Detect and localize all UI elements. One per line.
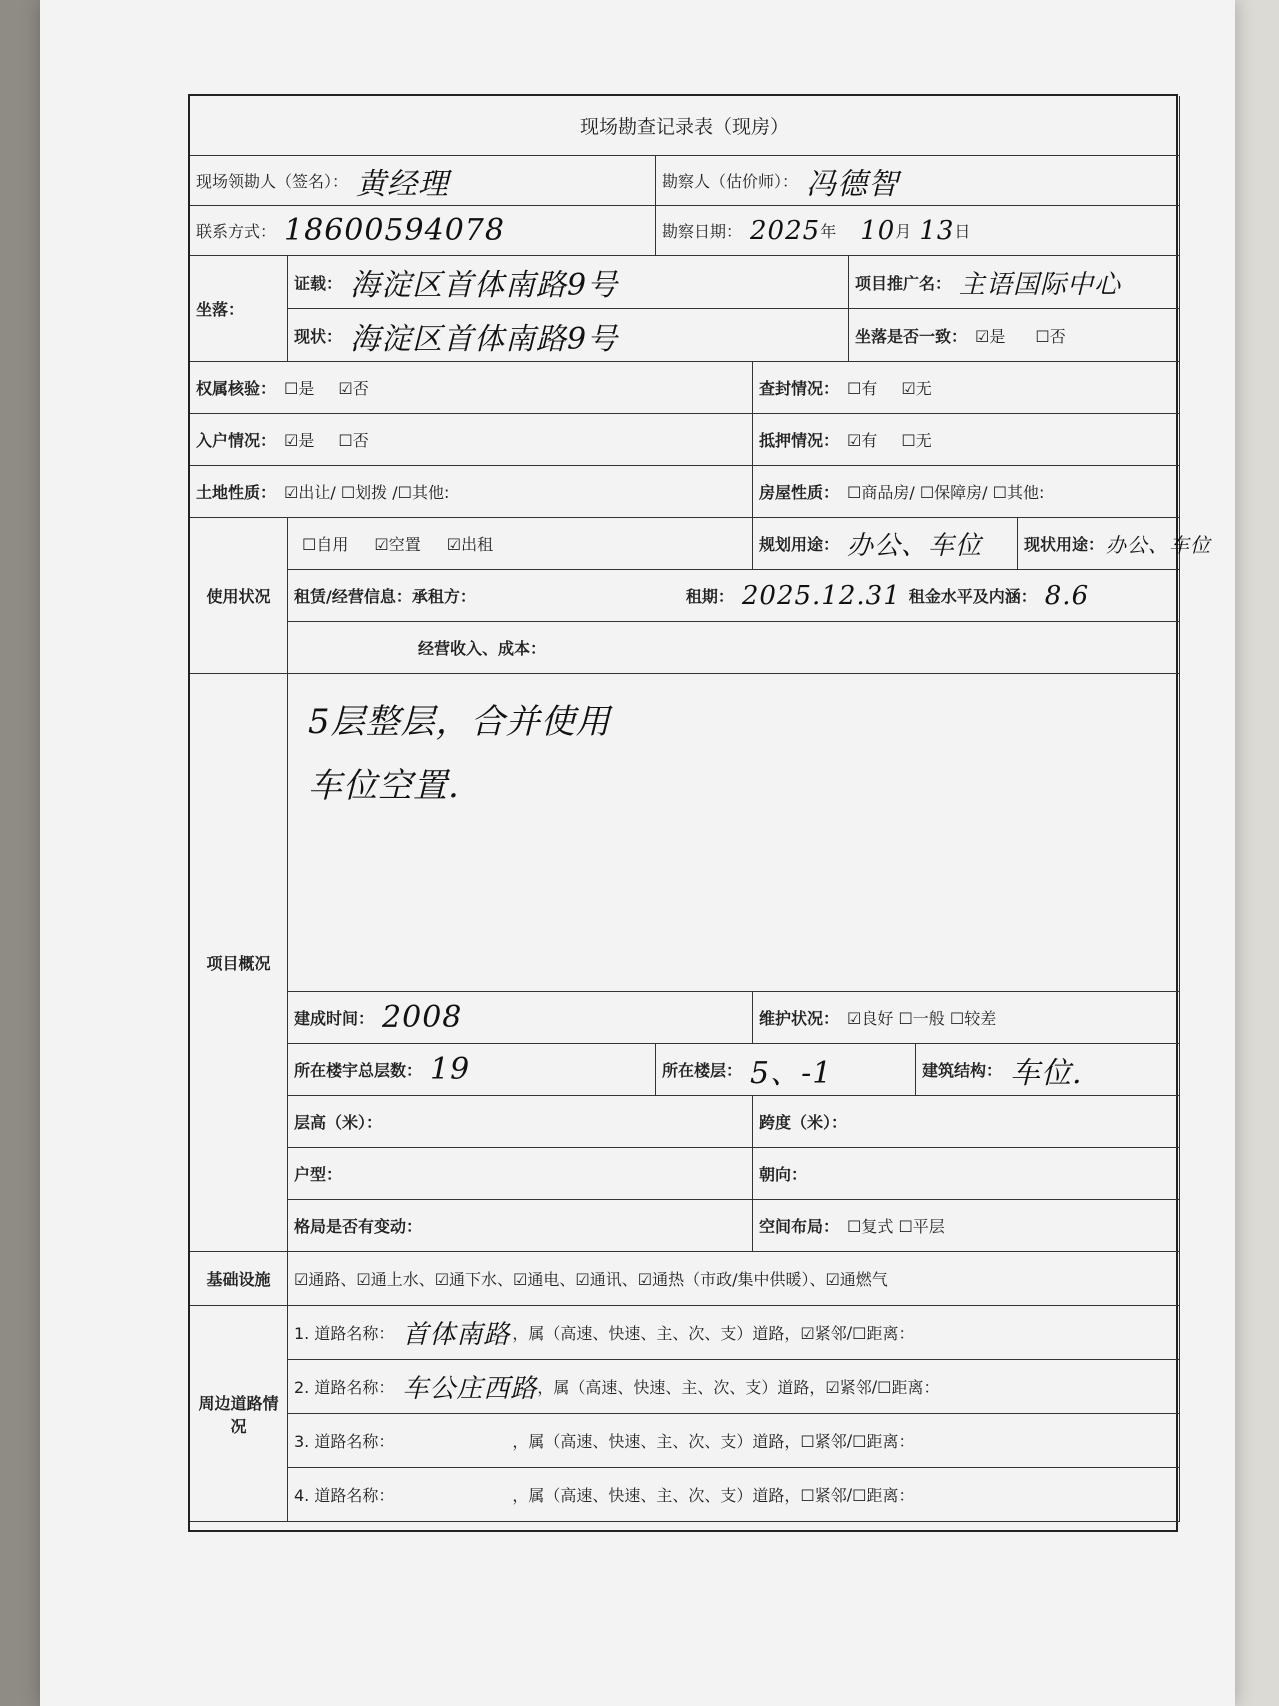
lease-info-cell — [288, 570, 1180, 622]
floor-value: 5、-1 — [750, 1055, 833, 1091]
planned-use-cell — [753, 518, 1018, 570]
consistency-cell — [849, 309, 1180, 362]
floors-value: 19 — [430, 1052, 471, 1087]
type-label: 户型： — [294, 1165, 343, 1184]
survey-form-sheet — [40, 0, 1235, 1706]
entry-label: 入户情况： — [196, 431, 277, 450]
house-options[interactable]: ☐商品房/ ☐保障房/ ☐其他: — [847, 483, 1045, 502]
project-notes — [288, 674, 1180, 992]
floor-cell — [656, 1044, 916, 1096]
road-3-distance-checkbox[interactable]: ☐距离： — [852, 1432, 915, 1451]
road-1-type: ，属（高速、快速、主、次、支）道路， — [512, 1324, 801, 1343]
built-year-cell — [288, 992, 753, 1044]
consistent-no-checkbox[interactable]: ☐否 — [1035, 327, 1066, 346]
background-page-edge — [1230, 0, 1279, 1706]
usage-label: 使用状况 — [190, 518, 288, 674]
project-note-line2: 车位空置. — [308, 766, 460, 806]
promo-name-cell — [849, 256, 1180, 309]
layout-label: 空间布局： — [759, 1217, 840, 1236]
house-type-cell — [753, 466, 1180, 518]
road-3-adjacent-checkbox[interactable]: ☐紧邻 — [800, 1432, 847, 1451]
layout-options[interactable]: ☐复式 ☐平层 — [847, 1217, 945, 1236]
span-cell — [753, 1096, 1180, 1148]
structure-label: 建筑结构： — [922, 1061, 1003, 1080]
planned-label: 规划用途： — [759, 535, 840, 554]
infra-items[interactable]: ☑通路、☑通上水、☑通下水、☑通电、☑通讯、☑通热（市政/集中供暖）、☑通燃气 — [288, 1252, 1180, 1306]
mortgage-label: 抵押情况： — [759, 431, 840, 450]
promo-label: 项目推广名： — [855, 273, 952, 293]
road-1-adjacent-checkbox[interactable]: ☑紧邻 — [800, 1324, 847, 1343]
road-4-distance-checkbox[interactable]: ☐距离： — [852, 1486, 915, 1505]
usage-vacant-checkbox[interactable]: ☑空置 — [374, 535, 421, 554]
mortgage-cell — [753, 414, 1180, 466]
income-label: 经营收入、成本： — [418, 639, 547, 658]
promo-name: 主语国际中心 — [959, 269, 1122, 300]
actual-value: 办公、车位 — [1106, 533, 1212, 557]
road-1-distance-checkbox[interactable]: ☐距离： — [852, 1324, 915, 1343]
project-note-line1: 5层整层，合并使用 — [308, 702, 611, 742]
form-title: 现场勘查记录表（现房） — [190, 96, 1180, 156]
mortgage-no-checkbox[interactable]: ☐无 — [901, 431, 932, 450]
usage-status-cell — [288, 518, 753, 570]
road-row-1 — [288, 1306, 1180, 1360]
road-2-separator: / — [871, 1377, 878, 1396]
surveyor-cell — [656, 156, 1180, 206]
ownership-yes-checkbox[interactable]: ☐是 — [284, 379, 315, 398]
road-3-type: ，属（高速、快速、主、次、支）道路， — [512, 1432, 801, 1451]
current-address: 海淀区首体南路9号 — [350, 321, 619, 357]
rent-level-label: 租金水平及内涵： — [908, 587, 1037, 606]
maintenance-cell — [753, 992, 1180, 1044]
road-2-name: 车公庄西路 — [402, 1374, 538, 1404]
road-1-name: 首体南路 — [402, 1320, 511, 1350]
cert-address-cell — [288, 256, 849, 309]
cert-address: 海淀区首体南路9号 — [350, 268, 619, 303]
ownership-cell — [190, 362, 753, 414]
roads-label: 周边道路情况 — [190, 1306, 288, 1522]
unit-type-cell — [288, 1148, 753, 1200]
date-month-unit: 月 — [895, 222, 912, 241]
road-1-prefix: 1. 道路名称： — [294, 1324, 395, 1343]
road-4-adjacent-checkbox[interactable]: ☐紧邻 — [800, 1486, 847, 1505]
road-1-separator: / — [846, 1323, 853, 1342]
surveyor-signature: 冯德智 — [806, 166, 900, 202]
orientation-cell — [753, 1148, 1180, 1200]
height-cell — [288, 1096, 753, 1148]
ownership-label: 权属核验： — [196, 379, 277, 398]
layout-change-cell — [288, 1200, 753, 1252]
floors-label: 所在楼宇总层数： — [294, 1061, 423, 1080]
current-label: 现状： — [294, 327, 343, 346]
space-layout-cell — [753, 1200, 1180, 1252]
seal-label: 查封情况： — [759, 379, 840, 398]
income-cell — [288, 622, 1180, 674]
contact-value: 18600594078 — [284, 213, 505, 248]
entry-yes-checkbox[interactable]: ☑是 — [284, 431, 315, 450]
road-2-distance-checkbox[interactable]: ☐距离： — [877, 1378, 940, 1397]
road-row-3 — [288, 1414, 1180, 1468]
entry-cell — [190, 414, 753, 466]
land-cell — [190, 466, 753, 518]
mortgage-yes-checkbox[interactable]: ☑有 — [847, 431, 878, 450]
survey-form-table — [188, 94, 1212, 1532]
term-value: 2025.12.31 — [741, 580, 901, 611]
date-day-unit: 日 — [954, 222, 971, 241]
actual-use-cell — [1018, 518, 1212, 570]
structure-cell — [916, 1044, 1180, 1096]
road-4-separator: / — [846, 1485, 853, 1504]
leader-signature: 黄经理 — [356, 166, 450, 202]
land-options[interactable]: ☑出让/ ☐划拨 /☐其他: — [284, 483, 450, 502]
survey-date-cell — [656, 206, 1180, 256]
date-month: 10 — [860, 215, 896, 246]
location-block — [288, 256, 1180, 362]
date-year: 2025 — [750, 215, 821, 246]
consistent-label: 坐落是否一致： — [855, 327, 968, 346]
contact-label: 联系方式： — [196, 222, 277, 241]
floor-label: 所在楼层： — [662, 1061, 743, 1080]
consistent-yes-checkbox[interactable]: ☑是 — [975, 327, 1006, 346]
seal-cell — [753, 362, 1180, 414]
usage-rent-checkbox[interactable]: ☑出租 — [446, 535, 494, 554]
road-4-prefix: 4. 道路名称： — [294, 1486, 395, 1505]
orient-label: 朝向： — [759, 1165, 808, 1184]
term-label: 租期： — [685, 587, 734, 606]
road-2-adjacent-checkbox[interactable]: ☑紧邻 — [825, 1378, 872, 1397]
road-row-2 — [288, 1360, 1180, 1414]
actual-label: 现状用途： — [1024, 535, 1105, 554]
land-label: 土地性质： — [196, 483, 277, 502]
total-floors-cell — [288, 1044, 656, 1096]
ownership-no-checkbox[interactable]: ☑否 — [338, 379, 369, 398]
location-label: 坐落： — [190, 256, 288, 362]
date-day: 13 — [919, 215, 955, 246]
built-label: 建成时间： — [294, 1009, 375, 1028]
road-3-separator: / — [846, 1431, 853, 1450]
date-year-unit: 年 — [820, 222, 837, 241]
span-label: 跨度（米）： — [759, 1113, 848, 1132]
seal-no-checkbox[interactable]: ☑无 — [901, 379, 932, 398]
cert-label: 证载： — [294, 273, 343, 293]
leader-cell — [190, 156, 656, 206]
road-2-type: ，属（高速、快速、主、次、支）道路， — [537, 1378, 826, 1397]
maint-label: 维护状况： — [759, 1009, 840, 1028]
house-label: 房屋性质： — [759, 483, 840, 502]
infra-label: 基础设施 — [190, 1252, 288, 1306]
project-label: 项目概况 — [190, 674, 288, 1252]
seal-yes-checkbox[interactable]: ☐有 — [847, 379, 878, 398]
leader-label: 现场领勘人（签名）： — [196, 172, 349, 191]
road-2-prefix: 2. 道路名称： — [294, 1378, 395, 1397]
entry-no-checkbox[interactable]: ☐否 — [338, 431, 369, 450]
surveyor-label: 勘察人（估价师）： — [662, 172, 799, 191]
current-address-cell — [288, 309, 849, 362]
structure-value: 车位. — [1010, 1055, 1083, 1091]
road-row-4 — [288, 1468, 1180, 1522]
contact-cell — [190, 206, 656, 256]
maint-options[interactable]: ☑良好 ☐一般 ☐较差 — [847, 1009, 997, 1028]
usage-self-checkbox[interactable]: ☐自用 — [302, 535, 349, 554]
built-value: 2008 — [382, 1000, 463, 1035]
planned-value: 办公、车位 — [847, 531, 983, 561]
rent-level-value: 8.6 — [1044, 580, 1090, 611]
road-4-type: ，属（高速、快速、主、次、支）道路， — [512, 1486, 801, 1505]
road-3-prefix: 3. 道路名称： — [294, 1432, 395, 1451]
date-label: 勘察日期： — [662, 222, 743, 241]
height-label: 层高（米）： — [294, 1113, 383, 1132]
lease-label: 租赁/经营信息：承租方： — [294, 587, 476, 606]
change-label: 格局是否有变动： — [294, 1217, 423, 1236]
